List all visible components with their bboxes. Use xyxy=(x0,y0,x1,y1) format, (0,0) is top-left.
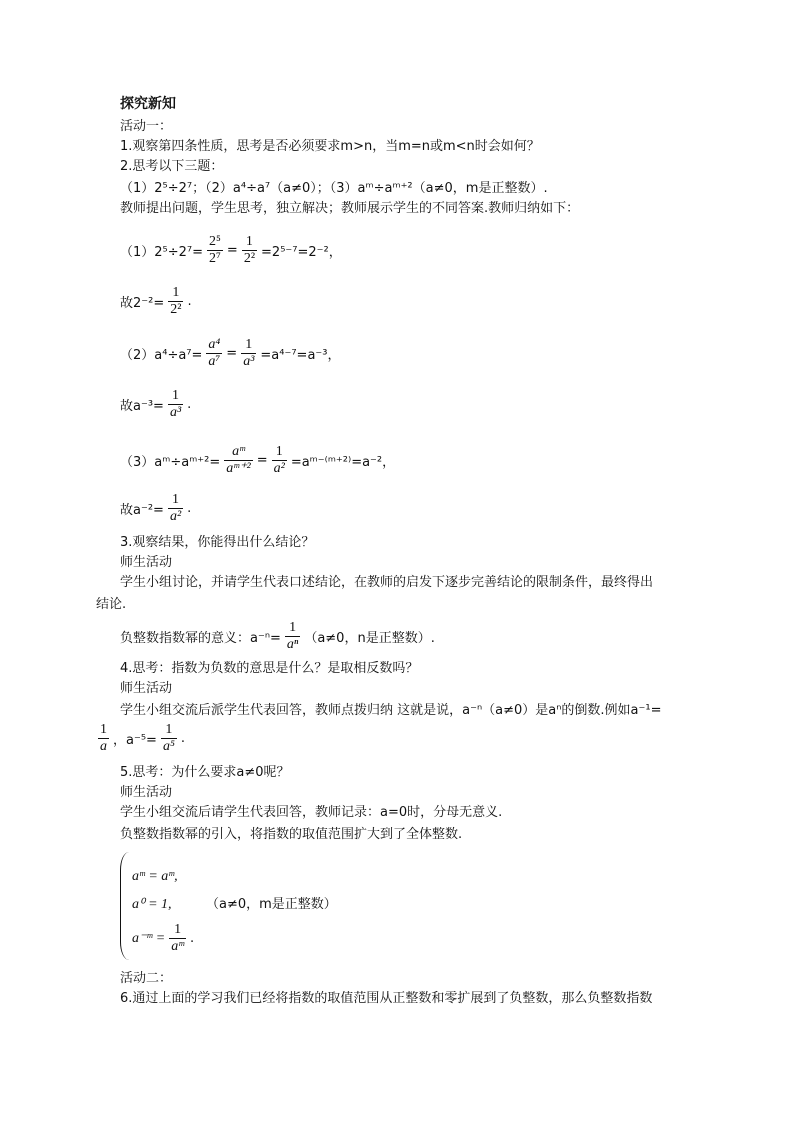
fraction-denominator: a³ xyxy=(243,354,255,369)
question-5: 5.思考：为什么要求a≠0呢？ xyxy=(120,765,290,780)
conclusion-fraction xyxy=(168,285,183,318)
system-row-2: a⁰ = 1, xyxy=(132,897,172,912)
activity-label-1: 师生活动 xyxy=(120,555,173,570)
system-row-1: aᵐ = aᵐ, xyxy=(132,869,178,884)
fraction-numerator: 2⁵ xyxy=(209,234,221,249)
example-1-equation xyxy=(120,234,342,267)
fraction-numerator: 1 xyxy=(172,285,180,300)
activity-one-label: 活动一： xyxy=(120,119,173,134)
fraction-denominator: a⁷ xyxy=(208,354,221,369)
system-row-3-period: . xyxy=(190,931,195,946)
equals-sign: = xyxy=(226,243,238,258)
example-1-conclusion xyxy=(120,285,192,318)
activity-label-3: 师生活动 xyxy=(120,785,173,800)
fraction-numerator: 1 xyxy=(172,492,180,507)
conclusion-prefix: 故a⁻²= xyxy=(120,503,164,518)
conclusion-fraction xyxy=(168,492,183,525)
activity-two-label: 活动二： xyxy=(120,971,173,986)
discussion-1-line-1: 学生小组讨论，并请学生代表口述结论，在教师的启发下逐步完善结论的限制条件，最终得出 xyxy=(120,575,654,590)
question-2-items: （1）2⁵÷2⁷；（2）a⁴÷a⁷（a≠0）；（3）aᵐ÷aᵐ⁺²（a≠0，m是正整数）. xyxy=(120,181,548,196)
example-2-fraction-a xyxy=(206,337,222,370)
left-brace xyxy=(120,852,129,960)
example-2-label: （2）a⁴÷a⁷= xyxy=(120,348,203,363)
question-1: 1.观察第四条性质，思考是否必须要求m>n，当m=n或m<n时会如何？ xyxy=(120,139,540,154)
fraction-numerator: 1 xyxy=(289,620,297,635)
fraction-denominator: a³ xyxy=(169,405,182,420)
definition-fraction xyxy=(285,620,300,653)
example-period: . xyxy=(180,731,185,746)
fraction-numerator: aᵐ xyxy=(232,444,245,459)
example-3-conclusion xyxy=(120,492,191,525)
example-3-tail: =aᵐ⁻⁽ᵐ⁺²⁾=a⁻²， xyxy=(290,455,396,470)
summary-line: 负整数指数幂的引入，将指数的取值范围扩大到了全体整数. xyxy=(120,827,463,842)
definition-condition: （a≠0，n是正整数）. xyxy=(304,631,435,646)
question-3: 3.观察结果，你能得出什么结论？ xyxy=(120,535,315,550)
example-3-fraction-b xyxy=(272,444,287,477)
fraction-denominator: aᵐ⁺² xyxy=(226,461,251,476)
fraction-numerator: 1 xyxy=(100,722,107,737)
example-fraction-2 xyxy=(161,722,177,755)
fraction-denominator: a² xyxy=(273,461,285,476)
fraction-numerator: 1 xyxy=(172,388,180,403)
negative-exponent-definition xyxy=(120,620,435,653)
conclusion-prefix: 故a⁻³= xyxy=(120,399,164,414)
conclusion-fraction xyxy=(168,388,183,421)
fraction-denominator: a² xyxy=(169,509,182,524)
example-1-tail: =2⁵⁻⁷=2⁻²， xyxy=(261,245,342,260)
fraction-denominator: 2⁷ xyxy=(209,251,221,266)
system-row-3-lhs: a⁻ᵐ = xyxy=(132,931,166,946)
system-row-3 xyxy=(132,922,194,955)
discussion-2-line-2 xyxy=(94,722,185,755)
fraction-numerator: a⁴ xyxy=(208,337,221,352)
question-4: 4.思考：指数为负数的意思是什么？是取相反数吗？ xyxy=(120,661,419,676)
equals-sign: = xyxy=(256,453,268,468)
example-2-tail: =a⁴⁻⁷=a⁻³， xyxy=(260,348,341,363)
conclusion-prefix: 故2⁻²= xyxy=(120,296,165,311)
fraction-denominator: 2² xyxy=(170,302,182,317)
activity-label-2: 师生活动 xyxy=(120,681,173,696)
fraction-denominator: a⁵ xyxy=(162,739,175,754)
example-2-fraction-b xyxy=(241,337,256,370)
system-condition: （a≠0，m是正整数） xyxy=(206,897,337,912)
section-heading: 探究新知 xyxy=(120,96,176,112)
conclusion-period: . xyxy=(187,294,192,309)
question-2: 2.思考以下三题： xyxy=(120,159,224,174)
fraction-denominator: 2² xyxy=(243,251,256,266)
discussion-1-line-2: 结论. xyxy=(96,597,127,612)
example-3-equation xyxy=(120,444,395,477)
example-fraction-1 xyxy=(98,722,109,755)
discussion-3: 学生小组交流后请学生代表回答，教师记录：a=0时，分母无意义. xyxy=(120,805,503,820)
example-2-equation xyxy=(120,337,340,370)
teacher-intro: 教师提出问题，学生思考，独立解决；教师展示学生的不同答案.教师归纳如下： xyxy=(120,201,580,216)
fraction-denominator: aᵐ xyxy=(171,939,185,954)
example-3-fraction-a xyxy=(224,444,252,477)
example-1-fraction-a xyxy=(207,234,223,267)
fraction-denominator: aⁿ xyxy=(286,637,299,652)
example-1-label: （1）2⁵÷2⁷= xyxy=(120,245,204,260)
conclusion-period: . xyxy=(187,501,192,516)
conclusion-period: . xyxy=(187,397,192,412)
example-2-conclusion xyxy=(120,388,191,421)
fraction-numerator: 1 xyxy=(165,722,173,737)
definition-prefix: 负整数指数幂的意义：a⁻ⁿ= xyxy=(120,631,281,646)
question-6: 6.通过上面的学习我们已经将指数的取值范围从正整数和零扩展到了负整数，那么负整数指数 xyxy=(120,991,653,1006)
fraction-denominator: a xyxy=(100,739,107,754)
example-1-fraction-b xyxy=(242,234,257,267)
example-middle-text: ，a⁻⁵= xyxy=(113,733,157,748)
fraction-numerator: 1 xyxy=(245,234,253,249)
system-row-3-fraction xyxy=(169,922,186,955)
discussion-2-line-1: 学生小组交流后派学生代表回答，教师点拨归纳 这就是说，a⁻ⁿ（a≠0）是aⁿ的倒数.例如a⁻¹= xyxy=(120,703,662,718)
example-3-label: （3）aᵐ÷aᵐ⁺²= xyxy=(120,455,221,470)
fraction-numerator: 1 xyxy=(275,444,283,459)
equals-sign: = xyxy=(226,346,238,361)
fraction-numerator: 1 xyxy=(245,337,253,352)
fraction-numerator: 1 xyxy=(174,922,182,937)
